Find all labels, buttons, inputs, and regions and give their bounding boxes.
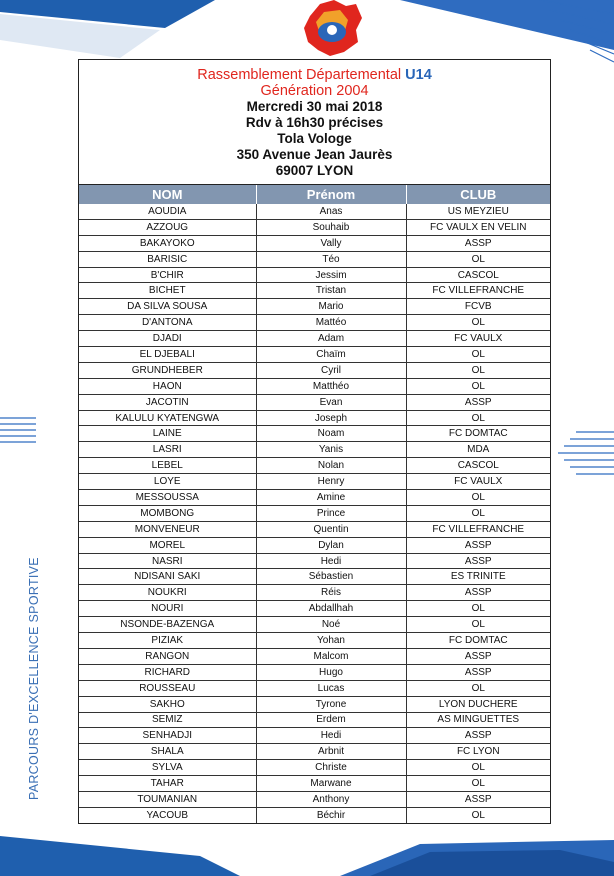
table-row [79,728,550,744]
table-row [79,410,550,426]
table-row [79,601,550,617]
table-row [79,712,550,728]
cell-nom: RICHARD [79,664,256,680]
cell-nom: B'CHIR [79,267,256,283]
cell-nom: ROUSSEAU [79,680,256,696]
table-row [79,283,550,299]
players-table-body [79,204,550,823]
cell-nom: NASRI [79,553,256,569]
table-row [79,505,550,521]
table-row [79,204,550,219]
cell-club: FC VAULX [406,474,550,490]
players-table [79,185,550,823]
bottom-decoration [0,826,614,876]
cell-club: OL [406,490,550,506]
left-stripes-decoration [0,414,40,454]
cell-prenom: Yanis [256,442,406,458]
cell-club: ASSP [406,585,550,601]
column-header-club: CLUB [406,185,550,204]
cell-prenom: Réis [256,585,406,601]
cell-club: FC VILLEFRANCHE [406,521,550,537]
table-row [79,807,550,822]
cell-prenom: Hedi [256,728,406,744]
table-row [79,680,550,696]
table-row [79,251,550,267]
cell-prenom: Dylan [256,537,406,553]
cell-nom: SEMIZ [79,712,256,728]
table-row [79,760,550,776]
cell-nom: NOUKRI [79,585,256,601]
venue-city: 69007 LYON [275,163,354,178]
cell-nom: MOMBONG [79,505,256,521]
table-row [79,744,550,760]
table-row [79,362,550,378]
table-row [79,791,550,807]
cell-prenom: Hugo [256,664,406,680]
cell-prenom: Chaïm [256,347,406,363]
cell-club: OL [406,315,550,331]
cell-prenom: Malcom [256,648,406,664]
cell-prenom: Souhaib [256,219,406,235]
cell-club: ASSP [406,664,550,680]
column-header-nom: NOM [79,185,256,204]
table-row [79,585,550,601]
cell-club: ASSP [406,553,550,569]
cell-nom: DA SILVA SOUSA [79,299,256,315]
table-row [79,569,550,585]
cell-prenom: Noam [256,426,406,442]
table-row [79,267,550,283]
cell-prenom: Anthony [256,791,406,807]
cell-prenom: Anas [256,204,406,219]
table-row [79,458,550,474]
meeting-time: Rdv à 16h30 précises [245,115,384,130]
table-row [79,235,550,251]
cell-prenom: Sébastien [256,569,406,585]
table-row [79,633,550,649]
cell-prenom: Lucas [256,680,406,696]
event-date: Mercredi 30 mai 2018 [246,99,383,114]
cell-prenom: Joseph [256,410,406,426]
table-header-row [79,185,550,204]
table-row [79,299,550,315]
cell-prenom: Evan [256,394,406,410]
cell-club: ASSP [406,648,550,664]
cell-nom: AZZOUG [79,219,256,235]
cell-prenom: Mattéo [256,315,406,331]
table-row [79,347,550,363]
cell-club: CASCOL [406,458,550,474]
event-title-text: Rassemblement Départemental [197,67,402,83]
venue-street: 350 Avenue Jean Jaurès [236,147,393,162]
cell-nom: BARISIC [79,251,256,267]
cell-club: OL [406,347,550,363]
cell-nom: YACOUB [79,807,256,822]
cell-club: FC LYON [406,744,550,760]
cell-club: OL [406,601,550,617]
cell-club: FC VILLEFRANCHE [406,283,550,299]
cell-club: ASSP [406,791,550,807]
cell-prenom: Christe [256,760,406,776]
cell-prenom: Henry [256,474,406,490]
cell-prenom: Yohan [256,633,406,649]
cell-nom: MONVENEUR [79,521,256,537]
cell-nom: SHALA [79,744,256,760]
table-row [79,378,550,394]
table-row [79,331,550,347]
cell-nom: TAHAR [79,776,256,792]
cell-club: ASSP [406,394,550,410]
table-row [79,490,550,506]
cell-club: ASSP [406,537,550,553]
cell-nom: LEBEL [79,458,256,474]
table-row [79,474,550,490]
table-row [79,617,550,633]
cell-prenom: Prince [256,505,406,521]
event-title [79,67,550,83]
cell-nom: RANGON [79,648,256,664]
right-stripes-decoration [556,428,614,484]
cell-prenom: Téo [256,251,406,267]
cell-club: CASCOL [406,267,550,283]
cell-club: MDA [406,442,550,458]
cell-prenom: Noé [256,617,406,633]
cell-club: OL [406,680,550,696]
cell-nom: LAINE [79,426,256,442]
venue-name: Tola Vologe [277,131,352,146]
cell-club: OL [406,617,550,633]
cell-prenom: Matthéo [256,378,406,394]
cell-nom: LOYE [79,474,256,490]
table-row [79,315,550,331]
cell-prenom: Vally [256,235,406,251]
cell-prenom: Béchir [256,807,406,822]
generation-label: Génération 2004 [260,83,369,99]
cell-nom: MOREL [79,537,256,553]
cell-club: ASSP [406,235,550,251]
cell-prenom: Jessim [256,267,406,283]
table-row [79,442,550,458]
district-logo [300,0,364,58]
cell-prenom: Abdallhah [256,601,406,617]
side-label: PARCOURS D'EXCELLENCE SPORTIVE [27,557,41,800]
cell-prenom: Amine [256,490,406,506]
cell-nom: EL DJEBALI [79,347,256,363]
cell-club: AS MINGUETTES [406,712,550,728]
cell-club: FC DOMTAC [406,426,550,442]
cell-prenom: Mario [256,299,406,315]
cell-nom: D'ANTONA [79,315,256,331]
category-label: U14 [405,67,432,83]
cell-nom: BICHET [79,283,256,299]
cell-club: FCVB [406,299,550,315]
table-row [79,426,550,442]
cell-club: OL [471,809,485,821]
cell-club: FC DOMTAC [406,633,550,649]
cell-nom: AOUDIA [79,204,256,219]
cell-club: OL [406,410,550,426]
cell-prenom: Quentin [256,521,406,537]
sheet-header [79,60,550,185]
cell-nom: MESSOUSSA [79,490,256,506]
table-row [79,664,550,680]
cell-nom: LASRI [79,442,256,458]
table-row [79,394,550,410]
cell-club: OL [406,251,550,267]
cell-prenom: Cyril [256,362,406,378]
cell-nom: GRUNDHEBER [79,362,256,378]
cell-prenom: Hedi [256,553,406,569]
cell-nom: NDISANI SAKI [79,569,256,585]
table-row [79,219,550,235]
column-header-prenom: Prénom [256,185,406,204]
cell-prenom: Tristan [256,283,406,299]
cell-prenom: Marwane [256,776,406,792]
cell-nom: NSONDE-BAZENGA [79,617,256,633]
cell-nom: PIZIAK [79,633,256,649]
cell-prenom: Nolan [256,458,406,474]
cell-nom: TOUMANIAN [79,791,256,807]
top-left-decoration [0,0,230,60]
cell-club: OL [406,378,550,394]
table-row [79,776,550,792]
cell-club: ASSP [406,728,550,744]
cell-nom: BAKAYOKO [79,235,256,251]
table-row [79,553,550,569]
table-row [79,521,550,537]
cell-club: FC VAULX EN VELIN [406,219,550,235]
cell-prenom: Tyrone [256,696,406,712]
table-row [79,537,550,553]
cell-nom: JACOTIN [79,394,256,410]
cell-nom: KALULU KYATENGWA [79,410,256,426]
cell-club: OL [406,760,550,776]
cell-nom: HAON [79,378,256,394]
cell-club: ES TRINITE [406,569,550,585]
cell-club: OL [406,362,550,378]
cell-nom: SYLVA [79,760,256,776]
cell-club: FC VAULX [406,331,550,347]
cell-club: OL [406,505,550,521]
cell-prenom: Arbnit [256,744,406,760]
cell-nom: SENHADJI [79,728,256,744]
table-row [79,696,550,712]
cell-nom: SAKHO [79,696,256,712]
cell-nom: NOURI [79,601,256,617]
convocation-sheet [78,59,551,824]
cell-club: US MEYZIEU [406,204,550,219]
cell-prenom: Erdem [256,712,406,728]
cell-prenom: Adam [256,331,406,347]
table-row [79,648,550,664]
cell-club: OL [406,776,550,792]
cell-nom: DJADI [79,331,256,347]
cell-club: LYON DUCHERE [406,696,550,712]
